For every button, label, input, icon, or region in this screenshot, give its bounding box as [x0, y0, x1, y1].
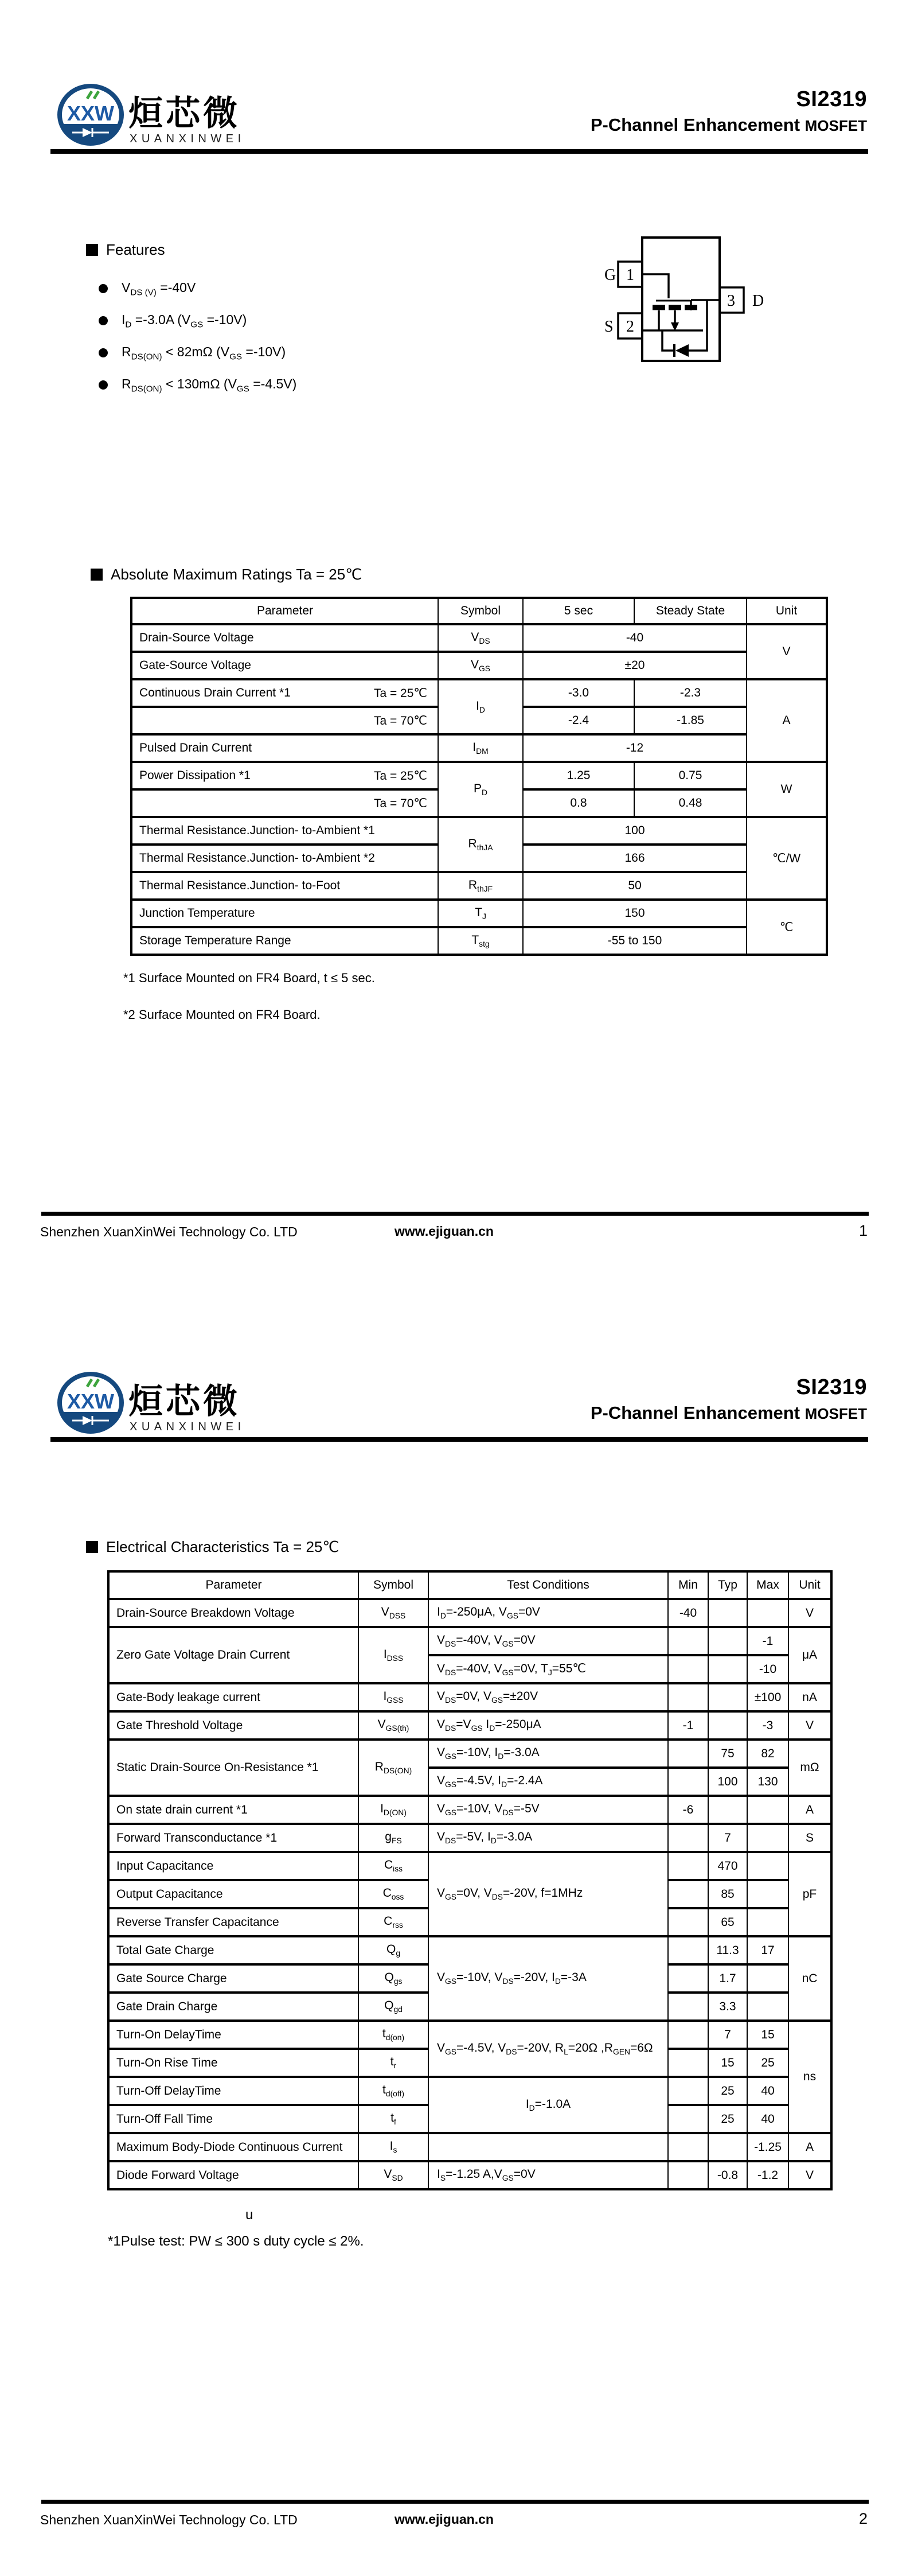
- cell-symbol: $Q_{gd}$: [358, 1993, 428, 2021]
- cell-symbol: $C_{iss}$: [358, 1852, 428, 1880]
- doc-title-main: P-Channel Enhancement: [590, 1403, 800, 1423]
- cell-parameter: Static Drain-Source On-Resistance *1: [108, 1740, 358, 1796]
- cell-unit: nA: [788, 1683, 831, 1711]
- cell-condition: $V_{DS}=-40V$, $V_{GS}=0V$, $T_J=55℃$: [428, 1655, 668, 1683]
- cell-symbol: $C_{rss}$: [358, 1908, 428, 1936]
- cell-value: 166: [523, 845, 747, 872]
- cell-value: 0.75: [634, 762, 747, 789]
- cell-unit: nC: [788, 1936, 831, 2021]
- cell-parameter: Maximum Body-Diode Continuous Current: [108, 2133, 358, 2161]
- cell-value: 0.8: [523, 789, 634, 817]
- cell-parameter: Pulsed Drain Current: [131, 734, 438, 762]
- abs-max-table: [130, 597, 828, 956]
- cell-symbol: $I_{DM}$: [438, 734, 523, 762]
- cell-value: -40: [668, 1599, 708, 1627]
- brand-name-en: XUANXINWEI: [130, 133, 245, 145]
- cell-symbol: $Q_{gs}$: [358, 1964, 428, 1993]
- cell-condition: $V_{DS}=V_{GS}$ $I_D=-250\mu A$: [428, 1711, 668, 1740]
- cell-value: [708, 1599, 747, 1627]
- cell-symbol: $V_{GS(th)}$: [358, 1711, 428, 1740]
- abs-max-heading: Absolute Maximum Ratings Ta = 25℃: [91, 566, 362, 583]
- cell-value: 85: [708, 1880, 747, 1908]
- cell-condition: $V_{GS}=-4.5V$, $V_{DS}=-20V$, $R_L=20\Omega$ $,R_{GEN}=6\Omega$: [428, 2021, 668, 2077]
- cell-parameter: Turn-Off Fall Time: [108, 2105, 358, 2133]
- features-heading: Features: [86, 241, 165, 259]
- table-row: [131, 679, 827, 707]
- page-number: 1: [858, 1222, 868, 1239]
- col-header: Steady State: [634, 598, 747, 624]
- cell-parameter: Continuous Drain Current *1 Ta = 25℃: [131, 679, 438, 707]
- cell-parameter: Gate-Source Voltage: [131, 652, 438, 679]
- company-logo: [57, 84, 125, 148]
- cell-value: 100: [708, 1768, 747, 1796]
- cell-unit: ℃: [747, 900, 827, 955]
- page-2: [0, 1288, 910, 2576]
- cell-value: ±100: [747, 1683, 788, 1711]
- cell-symbol: $Q_g$: [358, 1936, 428, 1964]
- cell-value: 50: [523, 872, 747, 900]
- bullet-icon: [99, 284, 108, 293]
- table-row: [108, 1852, 831, 1880]
- cell-value: 15: [747, 2021, 788, 2049]
- part-number: SI2319: [796, 87, 867, 111]
- cell-value: -1: [668, 1711, 708, 1740]
- cell-parameter: Storage Temperature Range: [131, 927, 438, 955]
- cell-value: [668, 1683, 708, 1711]
- cell-value: [747, 1993, 788, 2021]
- cell-value: [668, 2161, 708, 2189]
- cell-value: 470: [708, 1852, 747, 1880]
- cell-parameter: Gate-Body leakage current: [108, 1683, 358, 1711]
- header-rule: [50, 1437, 868, 1442]
- cell-value: [668, 1993, 708, 2021]
- pin-number-3: 3: [727, 292, 735, 310]
- cell-unit: S: [788, 1824, 831, 1852]
- cell-value: [668, 1908, 708, 1936]
- table-row: [108, 1796, 831, 1824]
- company-logo: [57, 1372, 125, 1436]
- cell-condition: $V_{GS}=-10V$, $V_{DS}=-20V$, $I_D=-3A$: [428, 1936, 668, 2021]
- cell-value: -2.4: [523, 707, 634, 734]
- table-row: [131, 900, 827, 927]
- cell-parameter: Reverse Transfer Capacitance: [108, 1908, 358, 1936]
- cell-value: [668, 1852, 708, 1880]
- table-header-row: [108, 1571, 831, 1599]
- cell-value: [668, 1880, 708, 1908]
- cell-value: -2.3: [634, 679, 747, 707]
- table-row: [131, 624, 827, 652]
- bullet-icon: [99, 380, 108, 390]
- cell-value: 15: [708, 2049, 747, 2077]
- elec-char-heading: Electrical Characteristics Ta = 25℃: [86, 1538, 339, 1556]
- cell-symbol: $t_{d(off)}$: [358, 2077, 428, 2105]
- table-header-row: [131, 598, 827, 624]
- pin-number-1: 1: [626, 266, 634, 284]
- cell-parameter: Turn-On Rise Time: [108, 2049, 358, 2077]
- table-row: [131, 817, 827, 845]
- cell-value: -55 to 150: [523, 927, 747, 955]
- cell-parameter: Thermal Resistance.Junction- to-Ambient *1: [131, 817, 438, 845]
- cell-value: [747, 1824, 788, 1852]
- table-row: [131, 734, 827, 762]
- cell-value: [708, 1711, 747, 1740]
- cell-condition: [428, 2133, 668, 2161]
- pin-number-2: 2: [626, 318, 634, 336]
- doc-title: [591, 1403, 867, 1423]
- footnote-1: *1 Surface Mounted on FR4 Board, t ≤ 5 sec.: [123, 971, 375, 985]
- doc-title-suffix: MOSFET: [804, 117, 867, 134]
- body-diode-icon: [675, 344, 689, 357]
- section-square-icon: [91, 569, 103, 581]
- cell-value: -1.2: [747, 2161, 788, 2189]
- pin-label-drain: D: [752, 292, 764, 310]
- pin-label-source: S: [604, 318, 614, 336]
- cell-value: [708, 1683, 747, 1711]
- cell-parameter: Junction Temperature: [131, 900, 438, 927]
- cell-value: -12: [523, 734, 747, 762]
- cell-parameter: Gate Drain Charge: [108, 1993, 358, 2021]
- cell-parameter: Total Gate Charge: [108, 1936, 358, 1964]
- cell-parameter: Diode Forward Voltage: [108, 2161, 358, 2189]
- col-header: Max: [747, 1571, 788, 1599]
- cell-value: [668, 2077, 708, 2105]
- cell-condition: $V_{GS}=-10V$, $I_D=-3.0A$: [428, 1740, 668, 1768]
- col-header: Unit: [788, 1571, 831, 1599]
- cell-parameter: Zero Gate Voltage Drain Current: [108, 1627, 358, 1683]
- table-row: [108, 2077, 831, 2105]
- cell-value: 65: [708, 1908, 747, 1936]
- cell-value: [668, 1655, 708, 1683]
- cell-value: [747, 1599, 788, 1627]
- cell-parameter: On state drain current *1: [108, 1796, 358, 1824]
- cell-parameter: Output Capacitance: [108, 1880, 358, 1908]
- footer-rule: [41, 1212, 869, 1216]
- logo-xxw-text: XXW: [67, 102, 115, 125]
- section-square-icon: [86, 244, 98, 256]
- cell-value: [668, 1627, 708, 1655]
- cell-unit: pF: [788, 1852, 831, 1936]
- cell-symbol: $R_{thJA}$: [438, 817, 523, 872]
- table-row: [131, 652, 827, 679]
- cell-unit: A: [788, 1796, 831, 1824]
- cell-unit: W: [747, 762, 827, 817]
- cell-value: 25: [708, 2077, 747, 2105]
- logo-xxw-text: XXW: [67, 1390, 115, 1413]
- col-header: Test Conditions: [428, 1571, 668, 1599]
- cell-symbol: $I_{D(ON)}$: [358, 1796, 428, 1824]
- footer-website: www.ejiguan.cn: [395, 2512, 494, 2527]
- feature-item: $V_{DS (V)} =-40V$: [99, 280, 196, 297]
- cell-value: [668, 2049, 708, 2077]
- feature-item: $R_{DS(ON)} < 130m\Omega$ $(V_{GS} =-4.5V)$: [99, 376, 296, 394]
- table-row: [131, 762, 827, 789]
- cell-symbol: $V_{SD}$: [358, 2161, 428, 2189]
- cell-unit: A: [747, 679, 827, 762]
- cell-parameter: Input Capacitance: [108, 1852, 358, 1880]
- page-number: 2: [858, 2510, 868, 2527]
- cell-value: [747, 1796, 788, 1824]
- cell-parameter: Forward Transconductance *1: [108, 1824, 358, 1852]
- cell-value: 1.7: [708, 1964, 747, 1993]
- bullet-icon: [99, 316, 108, 325]
- footer-company: Shenzhen XuanXinWei Technology Co. LTD: [40, 2512, 298, 2527]
- cell-unit: ns: [788, 2021, 831, 2133]
- cell-symbol: $T_{stg}$: [438, 927, 523, 955]
- header-rule: [50, 149, 868, 154]
- cell-symbol: $g_{FS}$: [358, 1824, 428, 1852]
- elec-char-table: [107, 1570, 833, 2190]
- cell-value: 17: [747, 1936, 788, 1964]
- cell-parameter: Turn-On DelayTime: [108, 2021, 358, 2049]
- col-header: 5 sec: [523, 598, 634, 624]
- cell-value: 40: [747, 2105, 788, 2133]
- cell-value: -1.25: [747, 2133, 788, 2161]
- cell-parameter: Power Dissipation *1 Ta = 25℃: [131, 762, 438, 789]
- cell-parameter: Thermal Resistance.Junction- to-Ambient *2: [131, 845, 438, 872]
- table-row: [108, 2133, 831, 2161]
- cell-value: [668, 2133, 708, 2161]
- brand-name-cn: 烜芯微: [128, 94, 240, 133]
- cell-unit: V: [788, 1599, 831, 1627]
- col-header: Parameter: [108, 1571, 358, 1599]
- cell-value: 25: [708, 2105, 747, 2133]
- cell-unit: ℃/W: [747, 817, 827, 900]
- cell-parameter: Drain-Source Voltage: [131, 624, 438, 652]
- table-row: [108, 1740, 831, 1768]
- cell-value: 7: [708, 1824, 747, 1852]
- feature-item: $I_D =-3.0A$ $(V_{GS} =-10V)$: [99, 312, 247, 329]
- table-row: [108, 2021, 831, 2049]
- cell-parameter: Ta = 70℃: [131, 707, 438, 734]
- cell-value: -1: [747, 1627, 788, 1655]
- table-row: [108, 1599, 831, 1627]
- cell-unit: mΩ: [788, 1740, 831, 1796]
- cell-value: [747, 1880, 788, 1908]
- cell-symbol: $R_{DS(ON)}$: [358, 1740, 428, 1796]
- cell-symbol: $V_{DSS}$: [358, 1599, 428, 1627]
- table-row: [131, 872, 827, 900]
- cell-value: [747, 1964, 788, 1993]
- cell-parameter: Drain-Source Breakdown Voltage: [108, 1599, 358, 1627]
- cell-parameter: Ta = 70℃: [131, 789, 438, 817]
- cell-value: [668, 1964, 708, 1993]
- part-number: SI2319: [796, 1375, 867, 1399]
- cell-value: 82: [747, 1740, 788, 1768]
- section-square-icon: [86, 1541, 98, 1553]
- cell-value: 40: [747, 2077, 788, 2105]
- table-row: [108, 1627, 831, 1655]
- cell-value: ±20: [523, 652, 747, 679]
- cell-parameter: Gate Threshold Voltage: [108, 1711, 358, 1740]
- brand-name-en: XUANXINWEI: [130, 1421, 245, 1433]
- cell-symbol: $I_{GSS}$: [358, 1683, 428, 1711]
- col-header: Parameter: [131, 598, 438, 624]
- pin-label-gate: G: [604, 266, 616, 284]
- brand-name-cn: 烜芯微: [128, 1382, 240, 1421]
- cell-unit: V: [788, 2161, 831, 2189]
- package-pinout-diagram: [596, 228, 768, 379]
- cell-symbol: $t_r$: [358, 2049, 428, 2077]
- footer-website: www.ejiguan.cn: [395, 1224, 494, 1239]
- table-row: [108, 1711, 831, 1740]
- cell-symbol: $R_{thJF}$: [438, 872, 523, 900]
- table-row: [108, 1683, 831, 1711]
- cell-value: 100: [523, 817, 747, 845]
- doc-title-suffix: MOSFET: [804, 1405, 867, 1422]
- col-header: Symbol: [358, 1571, 428, 1599]
- cell-symbol: $t_{d(on)}$: [358, 2021, 428, 2049]
- mosfet-symbol: [642, 274, 720, 357]
- cell-symbol: $t_f$: [358, 2105, 428, 2133]
- cell-condition: $V_{DS}=-40V$, $V_{GS}=0V$: [428, 1627, 668, 1655]
- cell-condition: $I_D=-1.0A$: [428, 2077, 668, 2133]
- cell-value: -0.8: [708, 2161, 747, 2189]
- cell-unit: μA: [788, 1627, 831, 1683]
- cell-value: -1.85: [634, 707, 747, 734]
- cell-unit: V: [747, 624, 827, 679]
- cell-value: [668, 1740, 708, 1768]
- cell-value: -6: [668, 1796, 708, 1824]
- cell-value: 25: [747, 2049, 788, 2077]
- footer-rule: [41, 2500, 869, 2504]
- cell-condition: $V_{DS}=-5V$, $I_D=-3.0A$: [428, 1824, 668, 1852]
- doc-title-main: P-Channel Enhancement: [590, 115, 800, 135]
- cell-value: 150: [523, 900, 747, 927]
- cell-value: [668, 2105, 708, 2133]
- pulse-test-note: *1Pulse test: PW ≤ 300 s duty cycle ≤ 2%.: [108, 2233, 364, 2249]
- table-row: [108, 1936, 831, 1964]
- bullet-icon: [99, 348, 108, 357]
- cell-condition: $V_{GS}=-4.5V$, $I_D=-2.4A$: [428, 1768, 668, 1796]
- cell-value: -40: [523, 624, 747, 652]
- cell-value: [747, 1852, 788, 1880]
- cell-symbol: $V_{DS}$: [438, 624, 523, 652]
- cell-condition: $I_S=-1.25$ $A,V_{GS}=0V$: [428, 2161, 668, 2189]
- cell-parameter: Gate Source Charge: [108, 1964, 358, 1993]
- cell-unit: A: [788, 2133, 831, 2161]
- cell-value: [708, 1655, 747, 1683]
- cell-value: 75: [708, 1740, 747, 1768]
- cell-value: 0.48: [634, 789, 747, 817]
- stray-text: u: [245, 2207, 253, 2223]
- col-header: Typ: [708, 1571, 747, 1599]
- cell-symbol: $I_s$: [358, 2133, 428, 2161]
- cell-value: -3: [747, 1711, 788, 1740]
- cell-parameter: Turn-Off DelayTime: [108, 2077, 358, 2105]
- cell-value: [668, 1768, 708, 1796]
- cell-value: -3.0: [523, 679, 634, 707]
- cell-value: [708, 2133, 747, 2161]
- cell-value: [747, 1908, 788, 1936]
- col-header: Symbol: [438, 598, 523, 624]
- doc-title: [591, 115, 867, 135]
- table-row: [108, 1824, 831, 1852]
- cell-condition: $V_{GS}=0V$, $V_{DS}=-20V$, f=1MHz: [428, 1852, 668, 1936]
- cell-value: [708, 1627, 747, 1655]
- cell-value: [668, 2021, 708, 2049]
- cell-symbol: $I_D$: [438, 679, 523, 734]
- cell-symbol: $C_{oss}$: [358, 1880, 428, 1908]
- cell-symbol: $T_J$: [438, 900, 523, 927]
- col-header: Unit: [747, 598, 827, 624]
- footnote-2: *2 Surface Mounted on FR4 Board.: [123, 1007, 321, 1022]
- cell-value: -10: [747, 1655, 788, 1683]
- cell-symbol: $I_{DSS}$: [358, 1627, 428, 1683]
- table-row: [131, 927, 827, 955]
- cell-value: [708, 1796, 747, 1824]
- cell-value: 1.25: [523, 762, 634, 789]
- cell-condition: $V_{GS}=-10V$, $V_{DS}=-5V$: [428, 1796, 668, 1824]
- cell-symbol: $P_D$: [438, 762, 523, 817]
- cell-unit: V: [788, 1711, 831, 1740]
- col-header: Min: [668, 1571, 708, 1599]
- cell-symbol: $V_{GS}$: [438, 652, 523, 679]
- cell-value: [668, 1824, 708, 1852]
- cell-condition: $I_D=-250\mu A$, $V_{GS}=0V$: [428, 1599, 668, 1627]
- cell-value: 3.3: [708, 1993, 747, 2021]
- cell-value: 7: [708, 2021, 747, 2049]
- footer-company: Shenzhen XuanXinWei Technology Co. LTD: [40, 1224, 298, 1239]
- cell-value: 11.3: [708, 1936, 747, 1964]
- cell-parameter: Thermal Resistance.Junction- to-Foot: [131, 872, 438, 900]
- cell-value: 130: [747, 1768, 788, 1796]
- table-row: [108, 2161, 831, 2189]
- cell-value: [668, 1936, 708, 1964]
- cell-condition: $V_{DS}=0V$, $V_{GS}=\pm 20V$: [428, 1683, 668, 1711]
- feature-item: $R_{DS(ON)} < 82m\Omega$ $(V_{GS} =-10V)$: [99, 344, 286, 361]
